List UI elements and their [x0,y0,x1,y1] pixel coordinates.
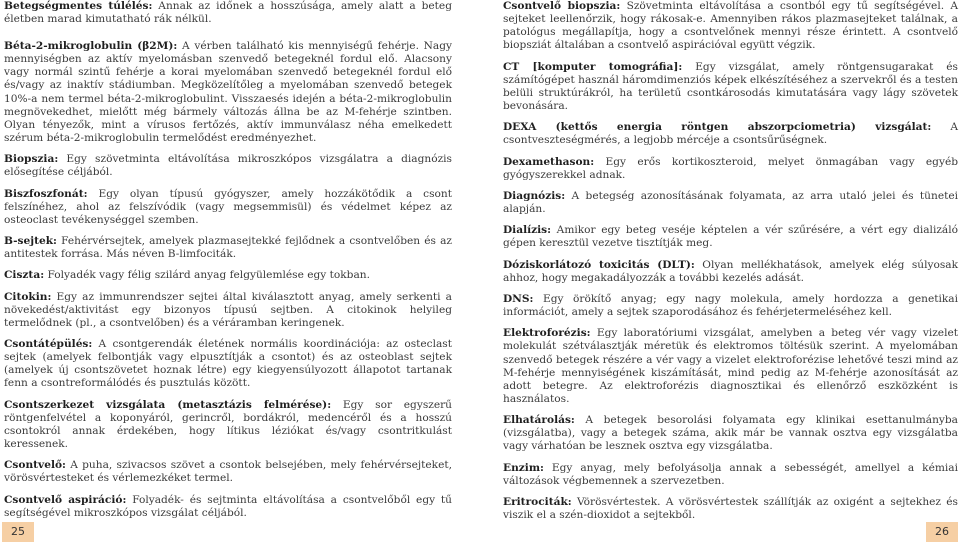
glossary-term: Csontszerkezet vizsgálata (metasztázis felmérése): [4,398,332,411]
glossary-term: Enzim: [503,461,544,474]
glossary-term: Béta-2-mikroglobulin (β2M): [4,40,178,53]
glossary-term: Csontvelő biopszia: [503,0,621,12]
glossary-term: Citokin: [4,290,52,303]
glossary-term: Dóziskorlátozó toxicitás (DLT): [503,258,695,271]
glossary-entry [503,224,958,250]
glossary-entry [4,235,452,261]
glossary-entry [4,459,452,485]
glossary-entry [4,40,452,145]
glossary-term: Elektroforézis: [503,327,591,340]
page-number-right: 26 [926,522,958,542]
glossary-definition: Egy anyag, mely befolyásolja annak a sebességét, amellyel a kémiai változások végbemennek a szervezetben. [503,461,958,487]
glossary-definition: Szövetminta eltávolítása a csontból egy tű segítségével. A sejteket leellenőrzik, hogy rákosak-e. Amennyiben rákos plazmasejteket találnak, a patológus megállapítja, hogy a csontvelőnek mennyi része érintett. A csontvelő biopsziát általában a csontvelő aspirációval együtt végzik. [503,0,958,52]
glossary-term: Csontvelő aspiráció: [4,493,127,506]
glossary-entry [503,293,958,319]
glossary-entry [503,121,958,147]
glossary-definition: A betegség azonosításának folyamata, az arra utaló jelei és tünetei alapján. [503,189,958,215]
glossary-term: CT [komputer tomográfia]: [503,60,683,73]
glossary-term: Betegségmentes túlélés: [4,0,153,12]
glossary-entry [503,156,958,182]
page-number-left: 25 [2,522,34,542]
glossary-term: DEXA (kettős energia röntgen abszorpciometria) vizsgálat: [503,121,932,134]
glossary-entry [503,61,958,113]
glossary-term: Dialízis: [503,224,552,237]
glossary-term: Biopszia: [4,153,59,166]
glossary-term: Csontvelő: [4,459,66,472]
glossary-entry [4,338,452,390]
glossary-right-column [503,0,958,530]
glossary-entry [4,153,452,179]
glossary-definition: Egy az immunrendszer sejtei által kiválasztott anyag, amely serkenti a növekedést/aktivitást egy bizonyos típusú sejtben. A citokinok helyileg termelődnek (pl., a csontvelőben) és a véráramban keringenek. [4,290,452,329]
glossary-entry [4,291,452,330]
glossary-entry [503,462,958,488]
glossary-entry [4,188,452,227]
glossary-definition: A vérben található kis mennyiségű fehérje. Nagy mennyiségben az aktív myelomásban szenvedő betegeknél fordul elő. Alacsony vagy normál szintű fehérje a korai myelomában szenvedő betegeknél fordul elő és/vagy az inaktív stádiumban. Megközelítőleg a myelomában szenvedő betegek 10%-a nem termel béta-2-mikroglobulint. Visszaesés idején a béta-2-mikroglobulin megnövekedhet, mielőtt még bármely változás állna be az M-fehérje szintben. Olyan tényezők, mint a vírusos fertőzés, aktív immunválasz néha emelkedett szérum béta-2-mikroglobulin termelődést eredményezhet. [4,40,452,144]
glossary-definition: Fehérvérsejtek, amelyek plazmasejtekké fejlődnek a csontvelőben és az antitestek forrása. Más néven B-limfociták. [4,234,452,261]
glossary-definition: Egy erős kortikoszteroid, melyet önmagában vagy egyéb gyógyszerekkel adnak. [503,155,958,181]
glossary-entry [503,414,958,453]
glossary-definition: Egy örökítő anyag; egy nagy molekula, amely hordozza a genetikai információt, amely a sejtek szaporodásához és fehérjetermeléséhez kell. [503,293,958,319]
glossary-entry [4,0,452,26]
glossary-definition: Vörösvértestek. A vörösvértestek szállítják az oxigént a sejtekhez és viszik el a szén-dioxidot a sejtekből. [503,495,958,522]
glossary-entry [4,269,452,282]
glossary-definition: Folyadék vagy félig szilárd anyag felgyülemlése egy tokban. [44,269,370,282]
glossary-term: Csontátépülés: [4,338,93,351]
glossary-entry [503,496,958,522]
glossary-definition: Folyadék- és sejtminta eltávolítása a csontvelőből egy tű segítségével mikroszkópos vizsgálat céljából. [4,493,452,519]
glossary-definition: A csontveszteségmérés, a legjobb mércéje a csontsűrűségnek. [503,121,958,147]
glossary-term: Diagnózis: [503,189,566,202]
glossary-entry [503,327,958,406]
glossary-definition: Egy szövetminta eltávolítása mikroszkópos vizsgálatra a diagnózis elősegítése céljából. [4,153,452,179]
glossary-entry [503,190,958,216]
glossary-term: B-sejtek: [4,234,57,247]
glossary-entry [4,494,452,520]
glossary-definition: A puha, szivacsos szövet a csontok belsejében, mely fehérvérsejteket, vörösvértesteket és vérlemezkéket termel. [4,459,452,485]
glossary-term: Eritrociták: [503,495,572,508]
glossary-definition: Amikor egy beteg veséje képtelen a vér szűrésére, a vért egy dializáló gépen keresztül vezetve tisztítják meg. [503,224,958,250]
glossary-definition: Egy sor egyszerű röntgenfelvétel a koponyáról, gerincről, bordákról, medencéről és a hosszú csontokról annak érdekében, hogy lítikus léziókat és/vagy csontritkulást keressenek. [4,398,452,450]
glossary-entry [4,399,452,451]
glossary-entry [503,259,958,285]
glossary-entry [503,0,958,52]
glossary-term: Elhatárolás: [503,414,575,427]
glossary-definition: Egy olyan típusú gyógyszer, amely hozzákötődik a csont felszínéhez, ahol az felszívódik (vagy megsemmisül) és védelmet képez az osteoclast tevékenységgel szemben. [4,187,452,226]
glossary-definition: A csontgerendák életének normális koordinációja: az osteclast sejtek (amelyek felbontják vagy elpusztítják a csontot) és az osteoblast sejtek (amelyek új csontszövetet hoznak létre) egy kiegyensúlyozott állapotot tartanak fenn a csontreformálódés és pusztulás között. [4,338,452,390]
glossary-definition: Olyan mellékhatások, amelyek elég súlyosak ahhoz, hogy megakadályozzák a további kezelés adását. [503,258,958,284]
glossary-term: DNS: [503,293,534,305]
glossary-term: Ciszta: [4,269,45,282]
glossary-term: Biszfoszfonát: [4,187,88,200]
glossary-left-column [4,0,452,528]
glossary-definition: Egy vizsgálat, amely röntgensugarakat és számítógépet használ háromdimenziós képek elkészítéséhez a szervekről és a testen belüli struktúrákról, ha területű csontkárosodás kimutatására vagy lágy szövetek bevonására. [503,60,958,112]
glossary-definition: Annak az időnek a hosszúsága, amely alatt a beteg életben marad kimutatható rák nélkül. [4,0,452,26]
glossary-term: Dexamethason: [503,155,595,168]
glossary-definition: Egy laboratóriumi vizsgálat, amelyben a beteg vér vagy vizelet molekulát szétválasztják méretük és elektromos töltésük szerint. A myelomában szenvedő betegek részére a vér vagy a vizelet elektroforézise lehetővé teszi mind az M-fehérje mennyiségének kiszámítását, mind pedig az M-fehérje azonosítását az adott betegre. Az elektroforézis diagnosztikai és ellenőrző eszközként is használatos. [503,327,958,405]
glossary-definition: A betegek besorolási folyamata egy klinikai esettanulmányba (vizsgálatba), vagy a betegek száma, akik már be vannak osztva egy vizsgálatba vagy várhatóan be lesznek osztva egy vizsgálatba. [503,414,958,453]
